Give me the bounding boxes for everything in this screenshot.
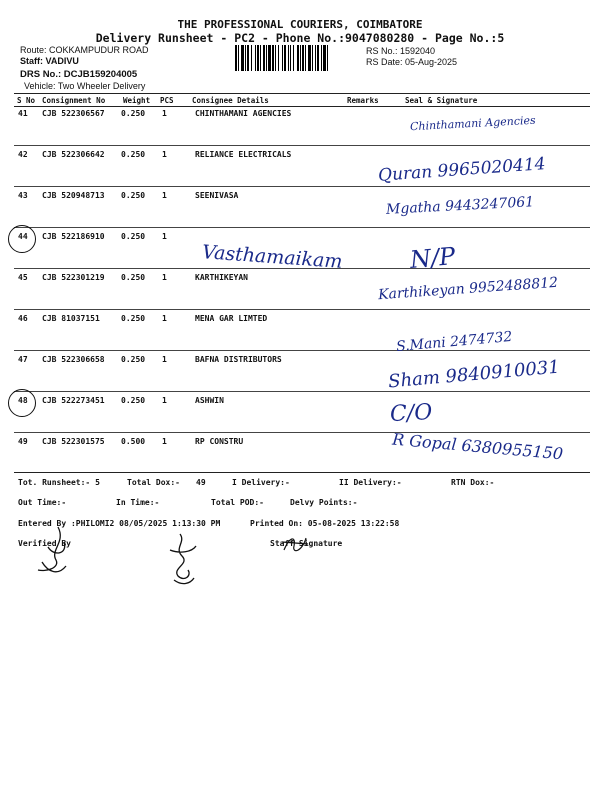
barcode-bar bbox=[251, 45, 252, 71]
row-consignee: CHINTHAMANI AGENCIES bbox=[195, 109, 292, 118]
staff-label: Staff: VADIVU bbox=[20, 56, 79, 66]
row-consignee: ASHWIN bbox=[195, 396, 224, 405]
row-pcs: 1 bbox=[162, 273, 167, 282]
barcode-bar bbox=[241, 45, 244, 71]
barcode-bar bbox=[235, 45, 237, 71]
row-divider bbox=[14, 432, 590, 433]
row-consignee: BAFNA DISTRIBUTORS bbox=[195, 355, 282, 364]
row-divider bbox=[14, 145, 590, 146]
row-consignee: RELIANCE ELECTRICALS bbox=[195, 150, 292, 159]
handwritten-signature-46: S.Mani 2474732 bbox=[395, 328, 514, 356]
row-sno: 48 bbox=[18, 396, 28, 405]
row-sno: 47 bbox=[18, 355, 28, 364]
handwritten-remark-44: N/P bbox=[408, 242, 457, 274]
total-dox-value: 49 bbox=[196, 478, 206, 487]
barcode-bar bbox=[305, 45, 306, 71]
barcode-bar bbox=[284, 45, 286, 71]
row-weight: 0.250 bbox=[121, 191, 146, 200]
total-pod: Total POD:- bbox=[211, 498, 264, 507]
handwritten-signature-41: Chinthamani Agencies bbox=[409, 113, 536, 134]
row-consignment-no: CJB 522186910 bbox=[42, 232, 105, 241]
row-weight: 0.250 bbox=[121, 314, 146, 323]
route-label: Route: COKKAMPUDUR ROAD bbox=[20, 45, 149, 55]
barcode-bar bbox=[327, 45, 328, 71]
row-weight: 0.250 bbox=[121, 150, 146, 159]
row-divider bbox=[14, 391, 590, 392]
col-remarks: Remarks bbox=[347, 96, 379, 105]
row-consignment-no: CJB 520948713 bbox=[42, 191, 105, 200]
row-consignment-no: CJB 81037151 bbox=[42, 314, 100, 323]
barcode-bar bbox=[268, 45, 271, 71]
barcode-bar bbox=[245, 45, 246, 71]
col-consignee: Consignee Details bbox=[192, 96, 269, 105]
barcode-bar bbox=[260, 45, 261, 71]
rs-number: RS No.: 1592040 bbox=[366, 46, 436, 56]
row-consignment-no: CJB 522273451 bbox=[42, 396, 105, 405]
handwritten-signature-42a: Quran 9965020414 bbox=[377, 154, 547, 186]
row-sno: 49 bbox=[18, 437, 28, 446]
barcode-bar bbox=[238, 45, 239, 71]
row-pcs: 1 bbox=[162, 232, 167, 241]
company-title: THE PROFESSIONAL COURIERS, COIMBATORE bbox=[177, 18, 423, 31]
row-weight: 0.250 bbox=[121, 232, 146, 241]
drs-number: DRS No.: DCJB159204005 bbox=[20, 69, 138, 80]
barcode-bar bbox=[275, 45, 276, 71]
barcode-bar bbox=[255, 45, 256, 71]
col-consignment: Consignment No bbox=[42, 96, 106, 105]
row-sno: 45 bbox=[18, 273, 28, 282]
tot-runsheet: Tot. Runsheet:- 5 bbox=[18, 478, 100, 487]
footer-top-border bbox=[14, 472, 590, 473]
barcode-bar bbox=[282, 45, 283, 71]
printed-on: Printed On: 05-08-2025 13:22:58 bbox=[250, 519, 400, 528]
col-weight: Weight bbox=[123, 96, 151, 105]
row-sno: 44 bbox=[18, 232, 28, 241]
row-pcs: 1 bbox=[162, 314, 167, 323]
barcode-bar bbox=[293, 45, 294, 71]
row-pcs: 1 bbox=[162, 191, 167, 200]
i-delivery: I Delivery:- bbox=[232, 478, 290, 487]
handwritten-name-44: Vasthamaikam bbox=[201, 241, 344, 273]
barcode-bar bbox=[297, 45, 299, 71]
row-pcs: 1 bbox=[162, 355, 167, 364]
rtn-dox: RTN Dox:- bbox=[451, 478, 495, 487]
row-consignee: MENA GAR LIMTED bbox=[195, 314, 268, 323]
row-consignee: RP CONSTRU bbox=[195, 437, 244, 446]
col-pcs: PCS bbox=[160, 96, 174, 105]
row-pcs: 1 bbox=[162, 437, 167, 446]
barcode-bar bbox=[247, 45, 249, 71]
barcode-bar bbox=[315, 45, 316, 71]
handwritten-signature-48: C/O bbox=[389, 399, 433, 428]
barcode-bar bbox=[308, 45, 311, 71]
row-weight: 0.250 bbox=[121, 109, 146, 118]
verified-by: Verified By bbox=[18, 539, 71, 548]
row-divider bbox=[14, 186, 590, 187]
row-divider bbox=[14, 309, 590, 310]
barcode-bar bbox=[288, 45, 289, 71]
row-weight: 0.250 bbox=[121, 396, 146, 405]
row-consignee: SEENIVASA bbox=[195, 191, 239, 200]
total-dox-label: Total Dox:- bbox=[127, 478, 180, 487]
handwritten-signature-49: R Gopal 6380955150 bbox=[391, 429, 564, 464]
verified-by-signature-mark bbox=[28, 522, 78, 582]
rs-date: RS Date: 05-Aug-2025 bbox=[366, 57, 458, 67]
row-consignment-no: CJB 522306567 bbox=[42, 109, 105, 118]
vehicle-label: Vehicle: Two Wheeler Delivery bbox=[24, 81, 146, 91]
table-header-border bbox=[14, 106, 590, 107]
barcode-bar bbox=[300, 45, 301, 71]
ii-delivery: II Delivery:- bbox=[339, 478, 402, 487]
row-consignment-no: CJB 522306658 bbox=[42, 355, 105, 364]
row-pcs: 1 bbox=[162, 396, 167, 405]
col-seal-signature: Seal & Signature bbox=[405, 96, 478, 105]
barcode bbox=[234, 45, 360, 71]
barcode-bar bbox=[257, 45, 259, 71]
second-signature-mark bbox=[162, 530, 202, 590]
row-weight: 0.500 bbox=[121, 437, 146, 446]
row-divider bbox=[14, 227, 590, 228]
out-time: Out Time:- bbox=[18, 498, 67, 507]
row-sno: 43 bbox=[18, 191, 28, 200]
handwritten-signature-42b: Mgatha 9443247061 bbox=[385, 194, 535, 218]
row-consignment-no: CJB 522301575 bbox=[42, 437, 105, 446]
barcode-bar bbox=[263, 45, 265, 71]
col-sno: S No bbox=[17, 96, 36, 105]
row-44-circle-mark bbox=[8, 225, 36, 253]
row-pcs: 1 bbox=[162, 150, 167, 159]
barcode-bar bbox=[272, 45, 274, 71]
row-weight: 0.250 bbox=[121, 273, 146, 282]
row-48-circle-mark bbox=[8, 389, 36, 417]
delvy-points: Delvy Points:- bbox=[290, 498, 358, 507]
barcode-bar bbox=[266, 45, 267, 71]
row-divider bbox=[14, 350, 590, 351]
row-consignment-no: CJB 522306642 bbox=[42, 150, 105, 159]
barcode-bar bbox=[302, 45, 304, 71]
in-time: In Time:- bbox=[116, 498, 160, 507]
barcode-bar bbox=[317, 45, 319, 71]
row-sno: 46 bbox=[18, 314, 28, 323]
row-weight: 0.250 bbox=[121, 355, 146, 364]
handwritten-signature-45: Karthikeyan 9952488812 bbox=[377, 274, 559, 304]
handwritten-signature-47: Sham 9840910031 bbox=[387, 356, 561, 393]
row-pcs: 1 bbox=[162, 109, 167, 118]
row-sno: 42 bbox=[18, 150, 28, 159]
staff-signature: Staff Signature bbox=[270, 539, 343, 548]
table-top-border bbox=[14, 93, 590, 94]
row-consignment-no: CJB 522301219 bbox=[42, 273, 105, 282]
barcode-bar bbox=[312, 45, 313, 71]
staff-signature-mark bbox=[280, 532, 310, 556]
barcode-bar bbox=[290, 45, 291, 71]
barcode-bar bbox=[278, 45, 279, 71]
barcode-bar bbox=[323, 45, 326, 71]
row-consignee: KARTHIKEYAN bbox=[195, 273, 248, 282]
row-sno: 41 bbox=[18, 109, 28, 118]
runsheet-subtitle: Delivery Runsheet - PC2 - Phone No.:9047080280 - Page No.:5 bbox=[95, 31, 505, 45]
barcode-bar bbox=[321, 45, 322, 71]
entered-by: Entered By :PHILOMI2 08/05/2025 1:13:30 PM bbox=[18, 519, 221, 528]
